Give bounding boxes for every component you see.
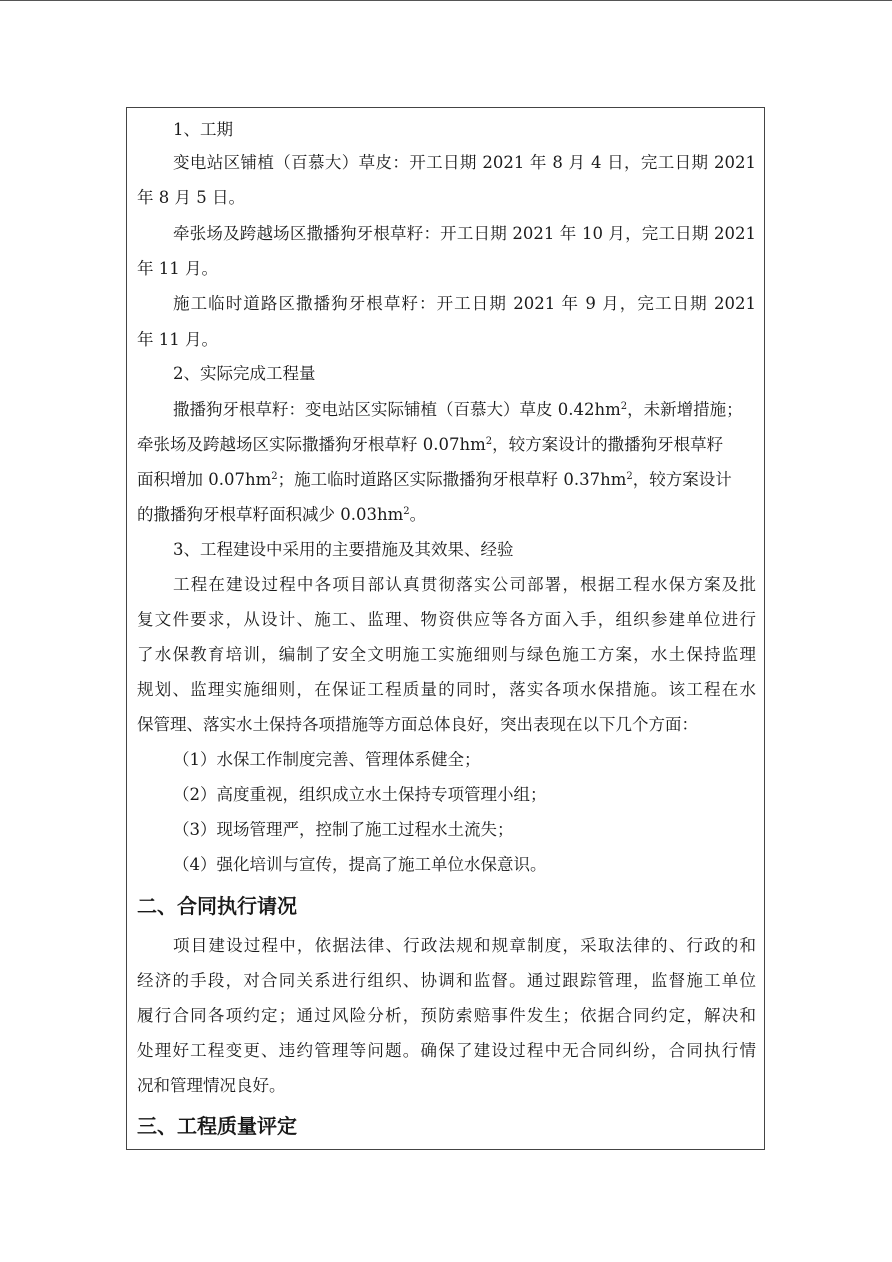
contract-line3: 履行合同各项约定；通过风险分析，预防索赔事件发生；依据合同约定，解决和 [137,1006,756,1025]
quantity-line1: 撒播狗牙根草籽：变电站区实际铺植（百慕大）草皮 $0.42hm^2$，未新增措施； [173,400,743,419]
measures-line5: 保管理、落实水土保持各项措施等方面总体良好，突出表现在以下几个方面： [137,715,698,734]
schedule-tension-line2: 年 11 月。 [137,259,218,278]
quantity-line3: 面积增加 $0.07hm^2$；施工临时道路区实际撒播狗牙根草籽 $0.37hm^2$，较方案设计 [137,470,732,489]
measures-line4: 规划、监理实施细则，在保证工程质量的同时，落实各项水保措施。该工程在水 [137,680,756,699]
schedule-road-line1: 施工临时道路区撒播狗牙根草籽：开工日期 2021 年 9 月，完工日期 2021 [173,294,756,313]
section-heading-contract: 二、合同执行请况 [137,894,297,918]
schedule-substation-line2: 年 8 月 5 日。 [137,188,245,207]
schedule-substation-line1: 变电站区铺植（百慕大）草皮：开工日期 2021 年 8 月 4 日，完工日期 2021 [173,153,756,172]
section-heading-quality: 三、工程质量评定 [137,1114,297,1138]
page-top-rule [0,0,892,1]
quantity-line2: 牵张场及跨越场区实际撒播狗牙根草籽 $0.07hm^2$，较方案设计的撒播狗牙根草籽 [137,435,724,454]
measures-line3: 了水保教育培训，编制了安全文明施工实施细则与绿色施工方案，水土保持监理 [137,645,756,664]
measures-line2: 复文件要求，从设计、施工、监理、物资供应等各方面入手，组织参建单位进行 [137,610,756,629]
subheading-measures: 3、工程建设中采用的主要措施及其效果、经验 [173,540,514,559]
contract-line2: 经济的手段，对合同关系进行组织、协调和监督。通过跟踪管理，监督施工单位 [137,971,756,990]
schedule-road-line2: 年 11 月。 [137,330,218,349]
list-item-1: （1）水保工作制度完善、管理体系健全； [173,750,481,769]
subheading-schedule: 1、工期 [173,120,233,139]
schedule-tension-line1: 牵张场及跨越场区撒播狗牙根草籽：开工日期 2021 年 10 月，完工日期 2021 [173,224,756,243]
measures-line1: 工程在建设过程中各项目部认真贯彻落实公司部署，根据工程水保方案及批 [173,575,756,594]
contract-line5: 况和管理情况良好。 [137,1076,286,1095]
list-item-2: （2）高度重视，组织成立水土保持专项管理小组； [173,785,547,804]
quantity-line4: 的撒播狗牙根草籽面积减少 $0.03hm^2$。 [137,505,427,524]
document-frame [126,107,765,1150]
list-item-3: （3）现场管理严，控制了施工过程水土流失； [173,820,514,839]
list-item-4: （4）强化培训与宣传，提高了施工单位水保意识。 [173,855,547,874]
contract-line1: 项目建设过程中，依据法律、行政法规和规章制度，采取法律的、行政的和 [173,936,756,955]
subheading-quantity: 2、实际完成工程量 [173,364,316,383]
contract-line4: 处理好工程变更、违约管理等问题。确保了建设过程中无合同纠纷，合同执行情 [137,1041,756,1060]
